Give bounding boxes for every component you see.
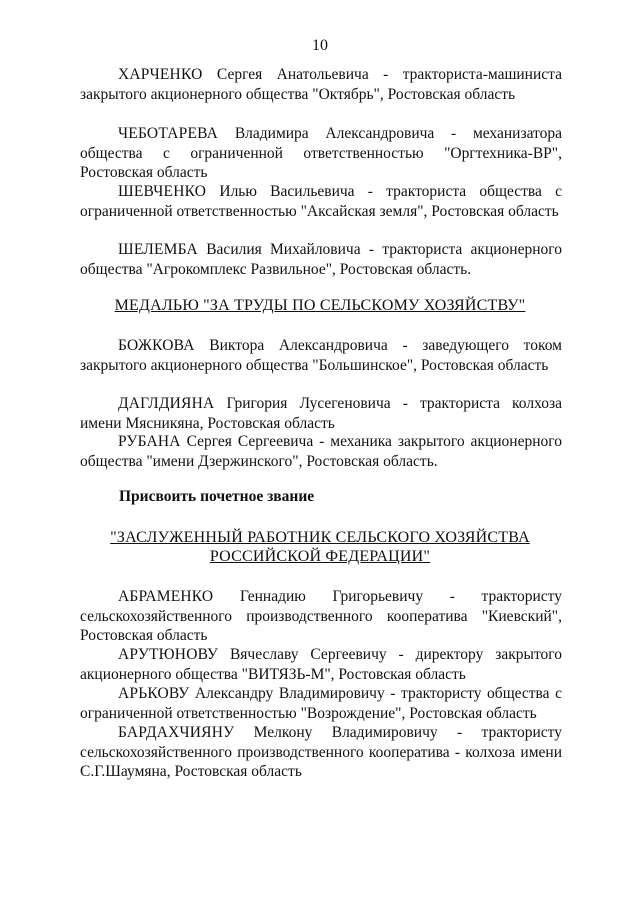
recipient-surname: РУБАНА bbox=[118, 433, 181, 450]
award-entry bbox=[80, 587, 562, 646]
award-entry bbox=[80, 723, 562, 782]
recipient-surname: ШЕЛЕМБА bbox=[118, 241, 198, 258]
award-entry bbox=[80, 432, 562, 471]
award-entry bbox=[80, 684, 562, 723]
title-heading-line1: "ЗАСЛУЖЕННЫЙ РАБОТНИК СЕЛЬСКОГО ХОЗЯЙСТВА bbox=[110, 529, 530, 546]
recipient-surname: ДАГЛДИЯНА bbox=[118, 395, 215, 412]
award-entry bbox=[80, 394, 562, 433]
recipient-details: Григория Лусегеновича - тракториста колхоза имени Мясникяна, Ростовская область bbox=[80, 395, 562, 432]
medal-heading: МЕДАЛЬЮ "ЗА ТРУДЫ ПО СЕЛЬСКОМУ ХОЗЯЙСТВУ" bbox=[114, 297, 526, 314]
recipient-surname: АРУТЮНОВУ bbox=[118, 646, 219, 663]
recipient-details: Сергея Анатольевича - тракториста-машиниста закрытого акционерного общества "Октябрь", Ростовская область bbox=[80, 66, 562, 103]
recipient-details: Виктора Александровича - заведующего током закрытого акционерного общества "Большинское", Ростовская область bbox=[80, 337, 562, 374]
award-entry bbox=[80, 645, 562, 684]
award-entry bbox=[80, 336, 562, 375]
recipient-details: Владимира Александровича - механизатора общества с ограниченной ответственностью "Оргтехника-ВР", Ростовская область bbox=[80, 125, 562, 181]
title-heading-line2: РОССИЙСКОЙ ФЕДЕРАЦИИ" bbox=[209, 548, 431, 565]
page-number: 10 bbox=[312, 37, 328, 54]
award-entry bbox=[80, 182, 562, 221]
recipient-surname: АБРАМЕНКО bbox=[118, 588, 214, 605]
recipient-surname: АРЬКОВУ bbox=[118, 685, 190, 702]
award-entry bbox=[80, 124, 562, 183]
decree-intro: Присвоить почетное звание bbox=[119, 488, 315, 505]
recipient-surname: ШЕВЧЕНКО bbox=[118, 183, 207, 200]
recipient-details: Илью Васильевича - тракториста общества с ограниченной ответственностью "Аксайская земля", Ростовская область bbox=[80, 183, 562, 220]
award-entry bbox=[80, 65, 562, 104]
recipient-details: Александру Владимировичу - трактористу общества с ограниченной ответственностью "Возрождение", Ростовская область bbox=[80, 685, 562, 722]
recipient-surname: БАРДАХЧИЯНУ bbox=[118, 724, 235, 741]
recipient-surname: ЧЕБОТАРЕВА bbox=[118, 125, 219, 142]
recipient-details: Вячеславу Сергеевичу - директору закрытого акционерного общества "ВИТЯЗЬ-М", Ростовская область bbox=[80, 646, 562, 683]
recipient-details: Василия Михайловича - тракториста акционерного общества "Агрокомплекс Развильное", Ростовская область. bbox=[80, 241, 562, 278]
recipient-surname: ХАРЧЕНКО bbox=[118, 66, 203, 83]
recipient-details: Сергея Сергеевича - механика закрытого акционерного общества "имени Дзержинского", Ростовская область. bbox=[80, 433, 562, 470]
recipient-details: Мелкону Владимировичу - трактористу сельскохозяйственного производственного кооператива - колхоза имени С.Г.Шаумяна, Ростовская область bbox=[80, 724, 562, 780]
recipient-surname: БОЖКОВА bbox=[118, 337, 195, 354]
recipient-details: Геннадию Григорьевичу - трактористу сельскохозяйственного производственного кооператива "Киевский", Ростовская область bbox=[80, 588, 562, 644]
award-entry bbox=[80, 240, 562, 279]
